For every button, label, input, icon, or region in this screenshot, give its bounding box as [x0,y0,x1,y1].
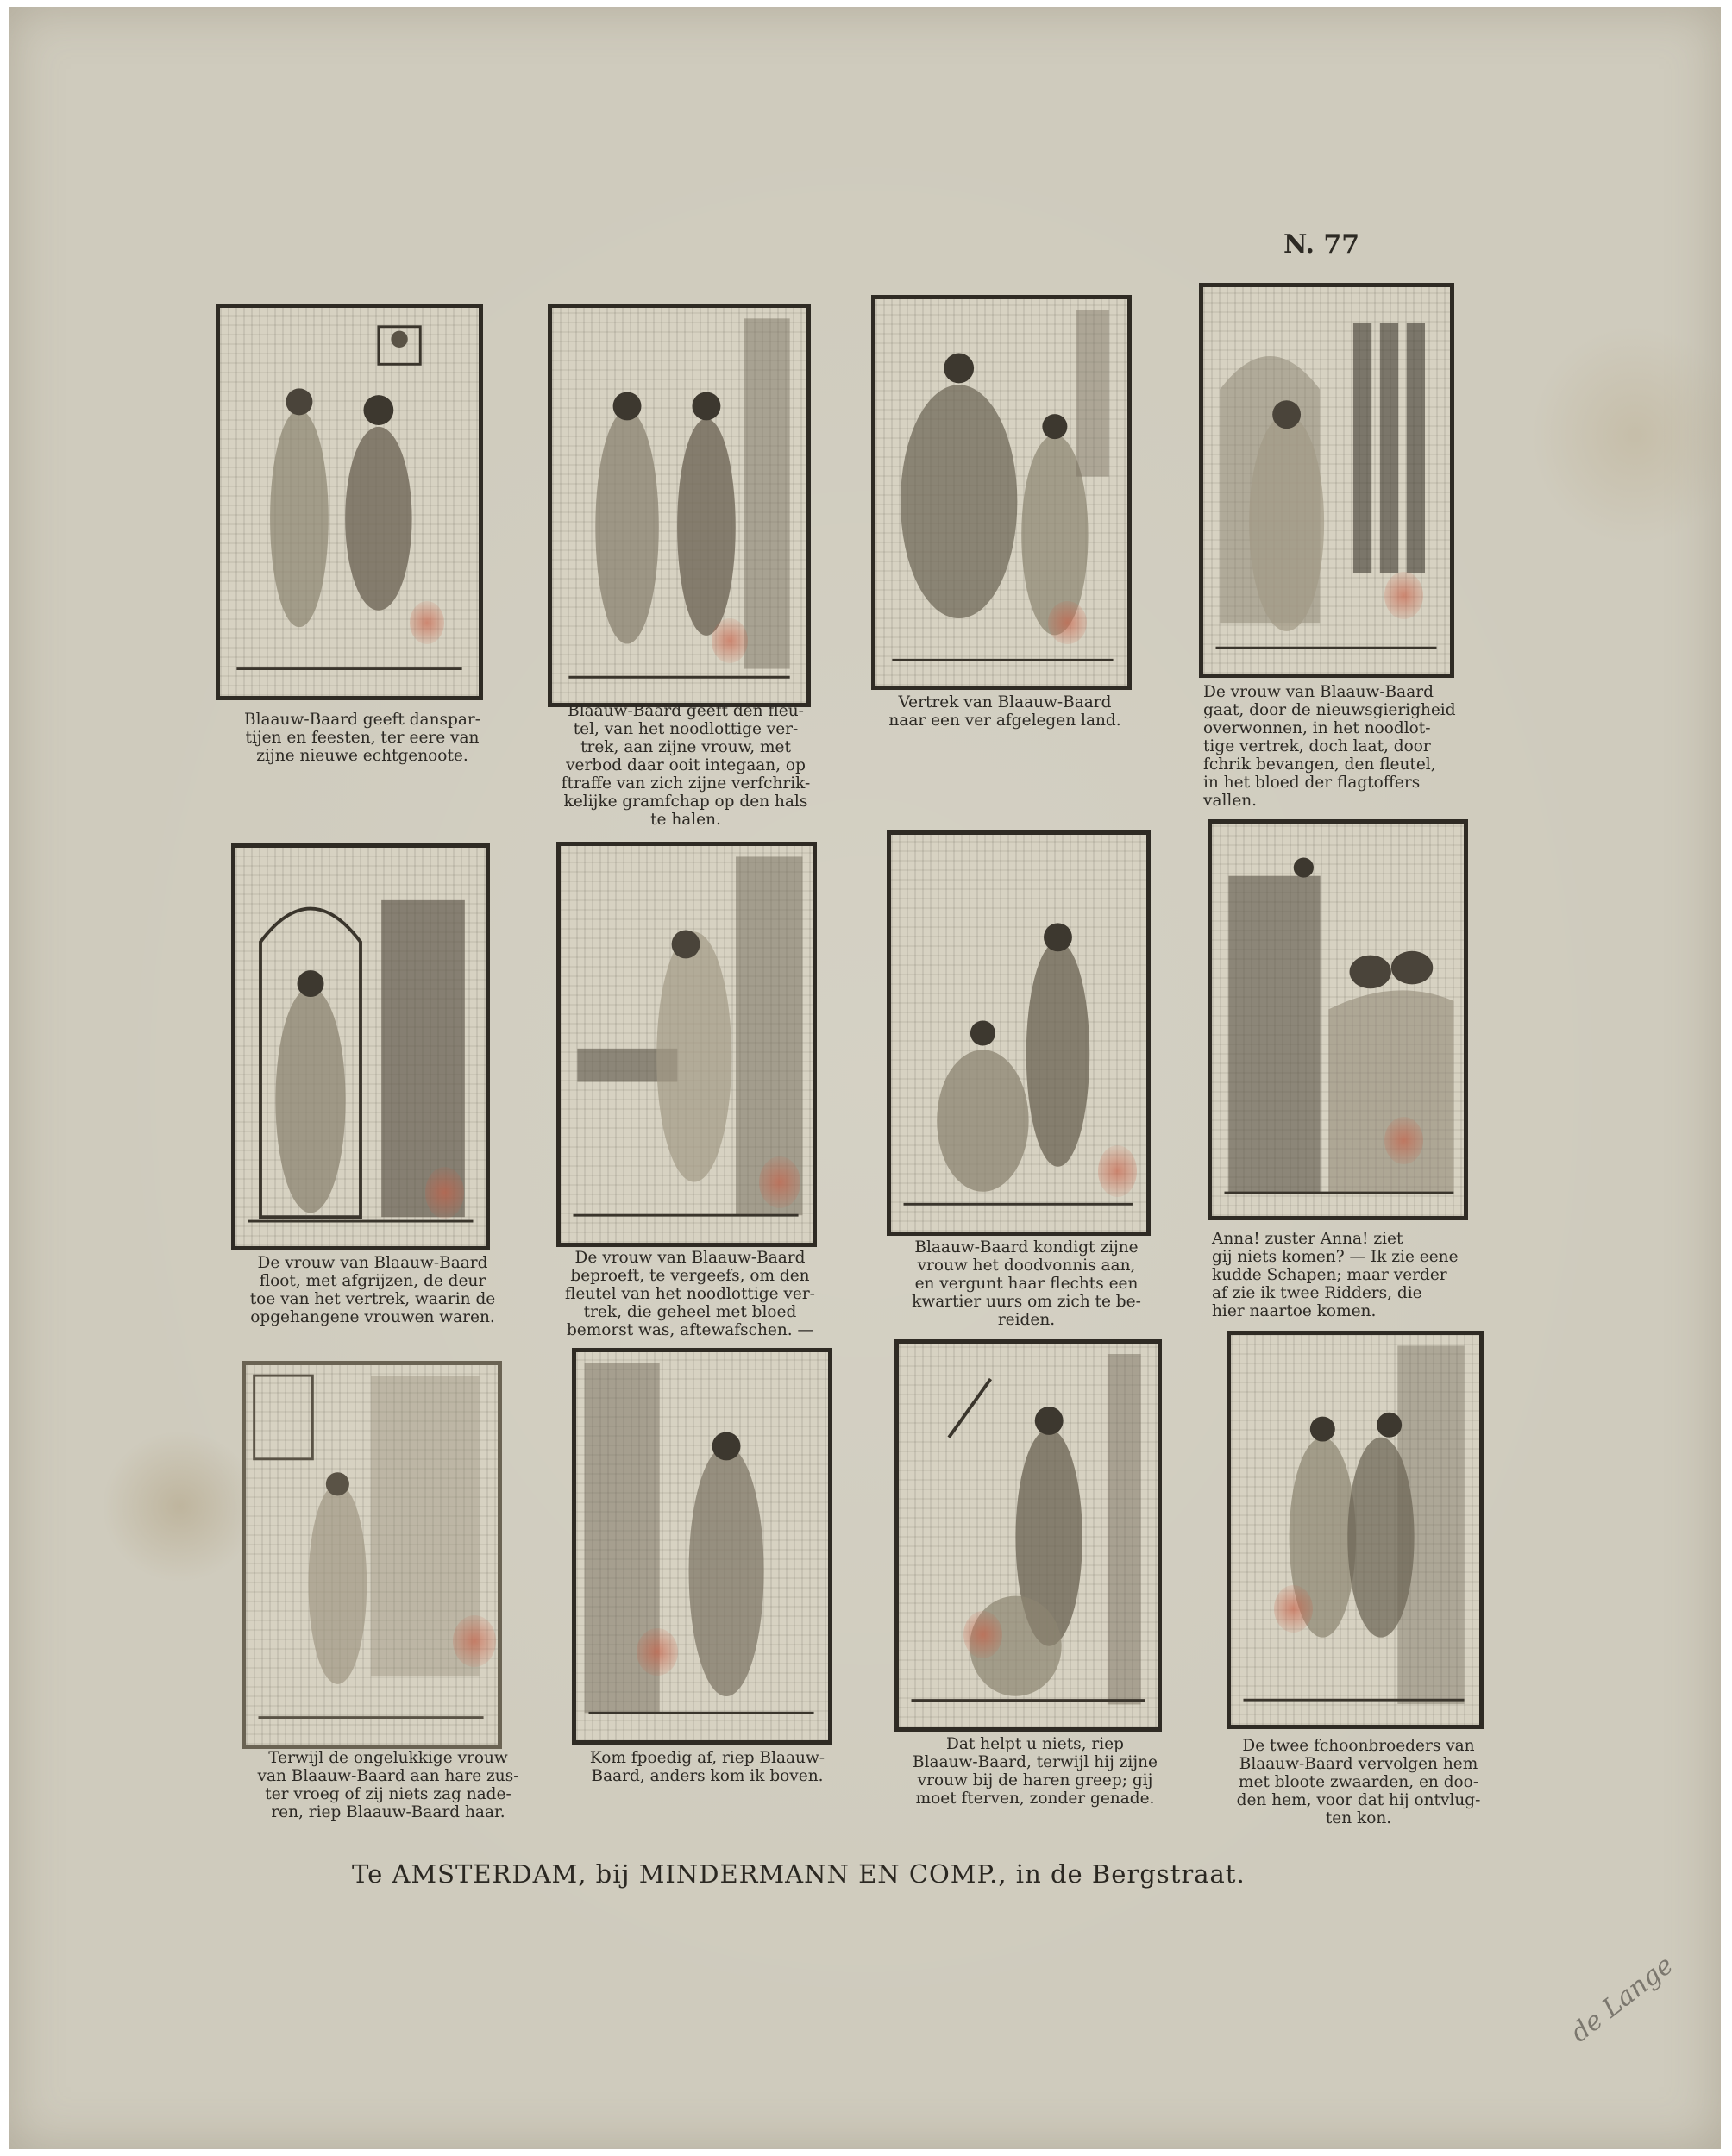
caption-line: Kom fpoedig af, riep Blaauw- [589,1749,825,1767]
broadsheet-paper [9,7,1721,2149]
caption-line: opgehangene vrouwen waren. [250,1308,495,1326]
woodcut-figures [220,308,479,696]
panel-2-caption [543,702,828,829]
caption-line: naar een ver afgelegen land. [888,711,1121,730]
caption-line: gaat, door de nieuwsgierigheid [1203,701,1456,719]
caption-line: Blaauw-Baard geeft den fleu- [568,702,804,720]
woodcut-illustration [572,1348,832,1745]
panel-11-caption [897,1735,1173,1808]
caption-line: zijne nieuwe echtgenoote. [256,747,468,765]
woodcut-figures [576,1352,828,1740]
caption-line: Baard, anders kom ik boven. [591,1767,824,1785]
caption-line: Dat helpt u niets, riep [946,1735,1124,1753]
woodcut-illustration [1208,819,1468,1220]
caption-line: den hem, voor dat hij ontvlug- [1236,1791,1481,1809]
caption-line: reiden. [997,1311,1056,1329]
handwritten-signature: de Lange [1565,1950,1679,2049]
panel-8-caption [1212,1230,1488,1320]
caption-line: Blaauw-Baard, terwijl hij zijne [913,1753,1158,1771]
woodcut-illustration [1227,1331,1484,1729]
panel-6-caption [552,1249,828,1339]
panel-5-caption [235,1254,511,1326]
publisher-imprint: Te AMSTERDAM, bij MINDERMANN EN COMP., in de Bergstraat. [352,1859,1246,1889]
panel-7-caption [888,1238,1164,1329]
caption-line: tijen en feesten, ter eere van [245,729,480,747]
caption-line: Vertrek van Blaauw-Baard [898,693,1112,711]
woodcut-illustration [242,1361,502,1749]
caption-line: Blaauw-Baard vervolgen hem [1239,1755,1478,1773]
caption-line: kwartier uurs om zich te be- [912,1293,1141,1311]
woodcut-illustration [871,295,1132,690]
caption-line: vrouw het doodvonnis aan, [917,1257,1136,1275]
caption-line: met bloote zwaarden, en doo- [1238,1773,1479,1791]
caption-line: af zie ik twee Ridders, die [1212,1284,1422,1302]
caption-line: floot, met afgrijzen, de deur [259,1272,486,1290]
caption-line: ter vroeg of zij niets zag nade- [265,1785,511,1803]
woodcut-illustration [216,304,483,700]
caption-line: De twee fchoonbroeders van [1242,1737,1475,1755]
caption-line: moet fterven, zonder genade. [915,1789,1155,1808]
panel-12-caption [1221,1737,1497,1827]
caption-line: toe van het vertrek, waarin de [249,1290,496,1308]
caption-line: fchrik bevangen, den fleutel, [1203,755,1436,774]
caption-line: hier naartoe komen. [1212,1302,1377,1320]
caption-line: gij niets komen? — Ik zie eene [1212,1248,1459,1266]
caption-line: De vrouw van Blaauw-Baard [257,1254,488,1272]
caption-line: beproeft, te vergeefs, om den [570,1267,810,1285]
caption-line: tige vertrek, doch laat, door [1203,737,1431,755]
woodcut-figures [875,299,1127,686]
woodcut-figures [1212,824,1464,1216]
caption-line: bemorst was, aftewafschen. — [566,1321,814,1339]
woodcut-figures [552,308,806,703]
caption-line: Blaauw-Baard geeft danspar- [244,711,480,729]
panel-1 [216,304,492,631]
woodcut-illustration [231,843,490,1250]
caption-line: te halen. [650,811,721,829]
caption-line: De vrouw van Blaauw-Baard [574,1249,806,1267]
caption-line: tel, van het noodlottige ver- [573,720,799,738]
caption-line: ren, riep Blaauw-Baard haar. [271,1803,505,1821]
caption-line: overwonnen, in het noodlot- [1203,719,1431,737]
caption-line: trek, die geheel met bloed [583,1303,797,1321]
caption-line: verbod daar ooit integaan, op [566,756,806,774]
caption-line: ftraffe van zich zijne verfchrik- [561,774,811,793]
caption-line: fleutel van het noodlottige ver- [565,1285,815,1303]
caption-line: vrouw bij de haren greep; gij [917,1771,1153,1789]
woodcut-figures [246,1365,498,1745]
caption-line: en vergunt haar flechts een [914,1275,1139,1293]
caption-line: Blaauw-Baard kondigt zijne [914,1238,1139,1257]
woodcut-figures [1231,1335,1479,1725]
caption-line: Anna! zuster Anna! ziet [1212,1230,1403,1248]
woodcut-figures [899,1344,1158,1727]
sheet-number: N. 77 [1283,229,1360,260]
caption-line: Terwijl de ongelukkige vrouw [268,1749,508,1767]
caption-line: van Blaauw-Baard aan hare zus- [257,1767,519,1785]
woodcut-illustration [556,842,817,1247]
panel-4-caption [1203,683,1471,810]
caption-line: vallen. [1203,792,1258,810]
caption-line: ten kon. [1325,1809,1392,1827]
woodcut-illustration [548,304,811,707]
caption-line: trek, aan zijne vrouw, met [580,738,791,756]
caption-line: kudde Schapen; maar verder [1212,1266,1447,1284]
caption-line: in het bloed der flagtoffers [1203,774,1421,792]
woodcut-illustration [894,1339,1162,1732]
panel-10-caption [569,1749,845,1785]
panel-9-caption [250,1749,526,1821]
panel-3-caption [871,693,1139,730]
caption-line: kelijke gramfchap op den hals [563,793,808,811]
woodcut-illustration [887,830,1151,1236]
caption-line: De vrouw van Blaauw-Baard [1203,683,1434,701]
woodcut-illustration [1199,283,1454,678]
panel-1-caption [224,711,500,765]
